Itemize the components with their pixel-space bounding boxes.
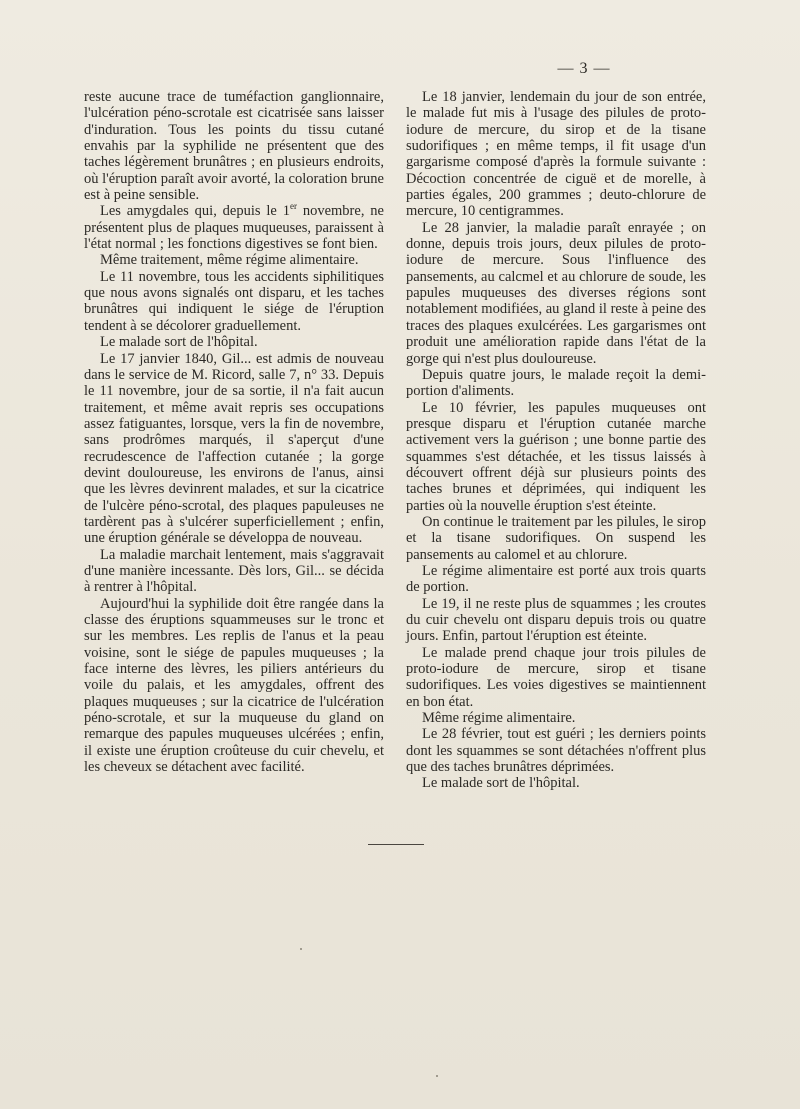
paragraph: Le 17 janvier 1840, Gil... est admis de nouveau dans le service de M. Ricord, salle 7, n° 33. Depuis le 11 novembre, jour de sa sortie, il n'a fait aucun traitement, et même avait repris ses occupations assez fatiguantes, lorsque, vers la fin de novembre, sans prodrômes marqués, il s'aperçut d'une recrudescence de l'affection cutanée ; la gorge devint douloureuse, les environs de l'anus, ainsi que les lèvres devinrent malades, et sur la cicatrice de l'ulcère péno-scrotal, des plaques papuleuses ne tardèrent pas à s'ulcérer superficiellement ; enfin, une éruption générale se développa de nouveau. — [84, 350, 384, 547]
paper-speck — [300, 948, 302, 950]
paragraph: Le 28 février, tout est guéri ; les derniers points dont les squammes se sont détachées n'offrent plus que des taches brunâtres déprimées. — [406, 726, 706, 776]
paragraph: Le 11 novembre, tous les accidents siphilitiques que nous avons signalés ont disparu, et les taches brunâtres qui indiquent le siége de l'éruption tendent à se décolorer graduellement. — [84, 268, 384, 334]
paper-speck — [436, 1075, 438, 1077]
paragraph: Le malade sort de l'hôpital. — [100, 334, 258, 351]
paragraph-amygdales — [84, 203, 384, 252]
paragraph: Le malade prend chaque jour trois pilules de proto-iodure de mercure, sirop et tisane sudorifiques. Les voies digestives se maintiennent en bon état. — [406, 644, 706, 710]
paragraph-text: Les amygdales qui, depuis le 1er novembre, ne présentent plus de plaques muqueuses, paraissent à l'état normal ; les fonctions digestives se font bien. — [84, 201, 384, 253]
paragraph: Le régime alimentaire est porté aux trois quarts de portion. — [406, 562, 706, 596]
paragraph: Le 10 février, les papules muqueuses ont presque disparu et l'éruption cutanée marche activement vers la guérison ; une bonne partie des squammes s'est détachée, et les tissus laissés à découvert offrent déjà sur plusieurs points des taches brunes et déprimées, qui indiquent les parties où la nouvelle éruption s'est éteinte. — [406, 399, 706, 514]
paragraph: On continue le traitement par les pilules, le sirop et la tisane sudorifiques. On suspend les pansements au calomel et au chlorure. — [406, 513, 706, 563]
paragraph: Même traitement, même régime alimentaire. — [100, 252, 359, 269]
paragraph: Même régime alimentaire. — [422, 710, 576, 727]
paragraph: Le 18 janvier, lendemain du jour de son entrée, le malade fut mis à l'usage des pilules de proto-iodure de mercure, du sirop et de la tisane sudorifiques ; en même temps, il fit usage d'un gargarisme composé d'après la formule suivante : Décoction concentrée de ciguë et de morelle, à parties égales, 200 grammes ; deuto-chlorure de mercure, 10 centigrammes. — [406, 89, 706, 220]
paragraph: Depuis quatre jours, le malade reçoit la demi-portion d'aliments. — [406, 366, 706, 400]
left-column — [84, 89, 384, 775]
paragraph: Aujourd'hui la syphilide doit être rangée dans la classe des éruptions squammeuses sur le tronc et sur les membres. Les replis de l'anus et la peau voisine, sont le siége de papules muqueuses ; la face interne des lèvres, les piliers antérieurs du voile du palais, et les amygdales, offrent des plaques muqueuses ; sur la cicatrice de l'ulcération péno-scrotale, et sur la muqueuse du gland on remarque des papules muqueuses ulcérées ; enfin, il existe une éruption croûteuse du cuir chevelu, et les cheveux se détachent avec facilité. — [84, 595, 384, 776]
page-number: — 3 — — [557, 60, 611, 77]
paragraph: reste aucune trace de tuméfaction ganglionnaire, l'ulcération péno-scrotale est cicatrisée sans laisser d'induration. Tous les points du tissu cutané envahis par la syphilide ne présentent que des taches légèrement brunâtres ; en plusieurs endroits, où l'éruption paraît avoir avorté, la coloration brune est à peine sensible. — [84, 89, 384, 204]
end-rule — [368, 844, 424, 845]
superscript: er — [289, 201, 297, 212]
paragraph: La maladie marchait lentement, mais s'aggravait d'une manière incessante. Dès lors, Gil... se décida à rentrer à l'hôpital. — [84, 546, 384, 596]
paragraph: Le malade sort de l'hôpital. — [422, 775, 580, 792]
right-column — [406, 89, 706, 792]
paragraph: Le 28 janvier, la maladie paraît enrayée ; on donne, depuis trois jours, deux pilules de proto-iodure de mercure. Sous l'influence des pansements, au calcmel et au chlorure de soude, les papules muqueuses des diverses régions sont notablement modifiées, au gland il reste à peine des traces des plaques exulcérées. Les gargarismes ont produit une amélioration rapide dans l'état de la gorge qui n'est plus douloureuse. — [406, 219, 706, 367]
paragraph: Le 19, il ne reste plus de squammes ; les croutes du cuir chevelu ont disparu depuis trois ou quatre jours. Enfin, partout l'éruption est éteinte. — [406, 595, 706, 645]
